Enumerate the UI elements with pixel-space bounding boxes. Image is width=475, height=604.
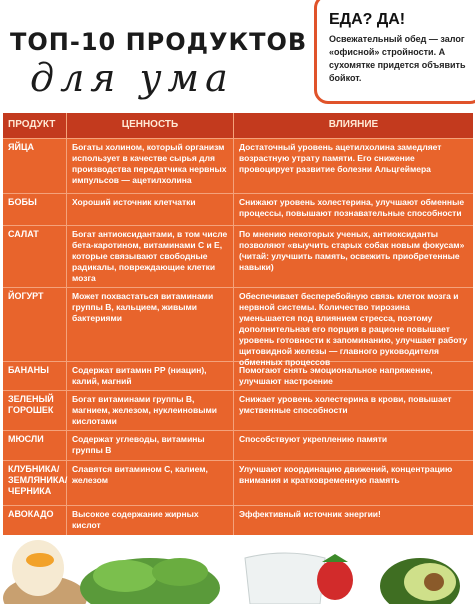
product-effect: Способствуют укреплению памяти [239, 434, 388, 444]
yogurt-glass-illustration [245, 553, 325, 604]
table-row [3, 460, 473, 505]
product-effect: Помогают снять эмоциональное напряжение, улучшают настроение [239, 365, 433, 386]
product-name: КЛУБНИКА/ ЗЕМЛЯНИКА/ ЧЕРНИКА [3, 461, 67, 505]
table-row [3, 361, 473, 390]
sidebar-text: Освежательный обед — залог «офисной» стройности. А сухомятке придется объявить бойкот. [329, 34, 466, 83]
product-name: БАНАНЫ [3, 362, 67, 390]
product-name: АВОКАДО [3, 506, 67, 535]
table-row [3, 505, 473, 535]
product-value: Славятся витамином С, калием, железом [67, 461, 234, 505]
lettuce-leaf-illustration [93, 560, 157, 592]
food-illustration-svg [0, 538, 475, 604]
table-header [3, 113, 473, 138]
sidebar-box [314, 0, 475, 104]
product-value: Может похвастаться витаминами группы В, кальцием, живыми бактериями [67, 288, 234, 361]
product-name: ЯЙЦА [3, 139, 67, 193]
food-illustration [0, 538, 475, 604]
product-effect: Эффективный источник энергии! [239, 509, 381, 519]
product-name: САЛАТ [3, 226, 67, 287]
product-value: Содержат витамин РР (ниацин), калий, магний [67, 362, 234, 390]
egg-yolk-illustration [26, 553, 54, 567]
product-value: Содержат углеводы, витамины группы В [67, 431, 234, 460]
product-effect: Достаточный уровень ацетилхолина замедляет возрастную утрату памяти. Его снижение провоцирует развитие болезни Альцгеймера [239, 142, 442, 174]
strawberry-illustration [317, 560, 353, 600]
header-value: ЦЕННОСТЬ [67, 113, 234, 138]
product-effect: Улучшают координацию движений, концентрацию внимания и кратковременную память [239, 464, 453, 485]
table-row [3, 193, 473, 225]
product-effect: Снижают уровень холестерина, улучшают обменные процессы, повышают познавательные способности [239, 197, 465, 218]
products-table [3, 113, 473, 535]
table-row [3, 390, 473, 430]
product-value: Высокое содержание жирных кислот [67, 506, 234, 535]
sidebar-heading: ЕДА? ДА! [329, 11, 406, 28]
product-value: Богат антиоксидантами, в том числе бета-каротином, витаминами С и Е, которые связывают свободные радикалы, повреждающие клетки мозга [67, 226, 234, 287]
header-effect: ВЛИЯНИЕ [328, 119, 379, 130]
product-effect: Обеспечивает бесперебойную связь клеток мозга и нервной системы. Количество тирозина уменьшается под влиянием стресса, поэтому дополнительная его порция в рационе повышает уровень готовности к запоминанию, улучшает работу щитовидной железы — главного руководителя обменных процессов [239, 291, 468, 367]
title-main: ТОП-10 ПРОДУКТОВ [10, 28, 308, 56]
table-row [3, 287, 473, 367]
table-row [3, 430, 473, 460]
egg-illustration [12, 540, 64, 596]
lettuce-leaf-illustration [152, 558, 208, 586]
title-sub: для ума [30, 56, 234, 100]
product-value: Хороший источник клетчатки [67, 194, 234, 225]
product-value: Богат витаминами группы В, магнием, железом, нуклеиновыми кислотами [67, 391, 234, 430]
product-name: ЙОГУРТ [3, 288, 67, 361]
product-name: ЗЕЛЕНЫЙ ГОРОШЕК [3, 391, 67, 430]
table-row [3, 225, 473, 287]
product-value: Богаты холином, который организм использует в качестве сырья для производства передатчика нервных импульсов — ацетилхолина [67, 139, 234, 193]
strawberry-leaf-illustration [322, 554, 348, 562]
product-name: БОБЫ [3, 194, 67, 225]
table-row [3, 138, 473, 193]
product-name: МЮСЛИ [3, 431, 67, 460]
header-product: ПРОДУКТ [3, 113, 67, 138]
product-effect: По мнению некоторых ученых, антиоксиданты позволяют «выучить старых собак новым фокусам» (читай: улучшить память, освежить приобретенные навыки) [239, 229, 465, 272]
product-effect: Снижает уровень холестерина в крови, повышает умственные способности [239, 394, 452, 415]
avocado-pit-illustration [424, 573, 444, 591]
